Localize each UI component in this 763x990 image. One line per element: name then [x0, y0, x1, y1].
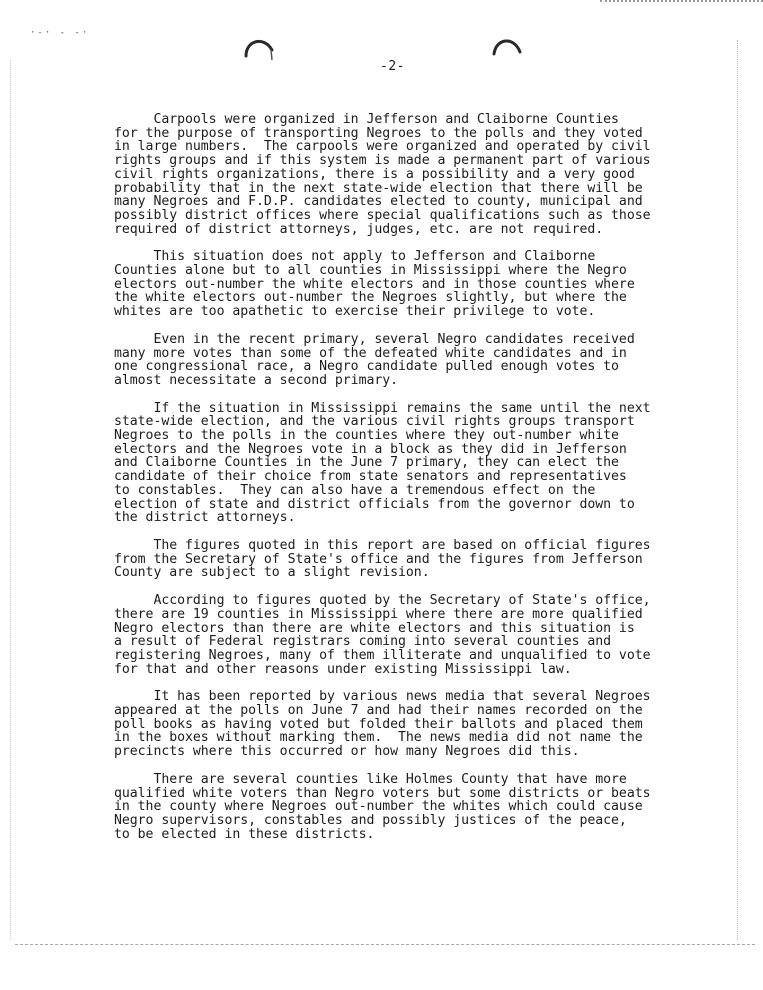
hole-punch-right — [490, 30, 524, 70]
paragraph-situation: This situation does not apply to Jefferson and Claiborne Counties alone but to all counties in Mississippi where the Negro electors out-number the white electors and in those counties where the white electors out-number the Negroes slightly, but where the whites are too apathetic to exercise their privilege to vote. — [114, 249, 635, 320]
body-text — [114, 113, 714, 841]
scan-edge-top — [600, 0, 763, 2]
scan-edge-left — [10, 60, 11, 940]
paragraph-registrars: According to figures quoted by the Secretary of State's office, there are 19 counties in Mississippi where there are more qualified Negro electors than there are white electors and this situation is a result of Federal registrars coming into several counties and registering Negroes, many of them illiterate and unqualified to vote for that and other reasons under existing Mississippi law. — [114, 593, 651, 677]
page-number: -2- — [380, 59, 405, 74]
scan-artifact-mark: ·-· - -· — [30, 28, 90, 38]
paragraph-holmes-county: There are several counties like Holmes County that have more qualified white voters than Negro voters but some districts or beats in the county where Negroes out-number the whites which could cause Negro supervisors, constables and possibly justices of the peace, to be elected in these districts. — [114, 771, 651, 842]
hole-punch-left — [242, 30, 276, 70]
scan-edge-right — [737, 40, 738, 940]
paragraph-figures: The figures quoted in this report are based on official figures from the Secretary of State's office and the figures from Jefferson County are subject to a slight revision. — [114, 537, 651, 581]
paragraph-news-media: It has been reported by various news media that several Negroes appeared at the polls on June 7 and had their names recorded on the poll books as having voted but folded their ballots and placed them in the boxes without marking them. The news media did not name the precincts where this occurred or how many Negroes did this. — [114, 689, 651, 760]
paragraph-next-election: If the situation in Mississippi remains the same until the next state-wide election, and the various civil rights groups transport Negroes to the polls in the counties where they out-number white electors and the Negroes vote in a block as they did in Jefferson and Claiborne Counties in the June 7 primary, they can elect the candidate of their choice from state senators and representatives to constables. They can also have a tremendous effect on the election of state and district officials from the governor down to the district attorneys. — [114, 400, 651, 526]
paragraph-recent-primary: Even in the recent primary, several Negro candidates received many more votes than some of the defeated white candidates and in one congressional race, a Negro candidate pulled enough votes to almost necessitate a second primary. — [114, 331, 635, 388]
paragraph-carpools: Carpools were organized in Jefferson and Claiborne Counties for the purpose of transporting Negroes to the polls and they voted in large numbers. The carpools were organized and operated by civil rights groups and if this system is made a permanent part of various civil rights organizations, there is a possibility and a very good probability that in the next state-wide election that there will be many Negroes and F.D.P. candidates elected to county, municipal and possibly district offices where special qualifications such as those required of district attorneys, judges, etc. are not required. — [114, 112, 651, 237]
scan-edge-bottom — [15, 944, 755, 945]
